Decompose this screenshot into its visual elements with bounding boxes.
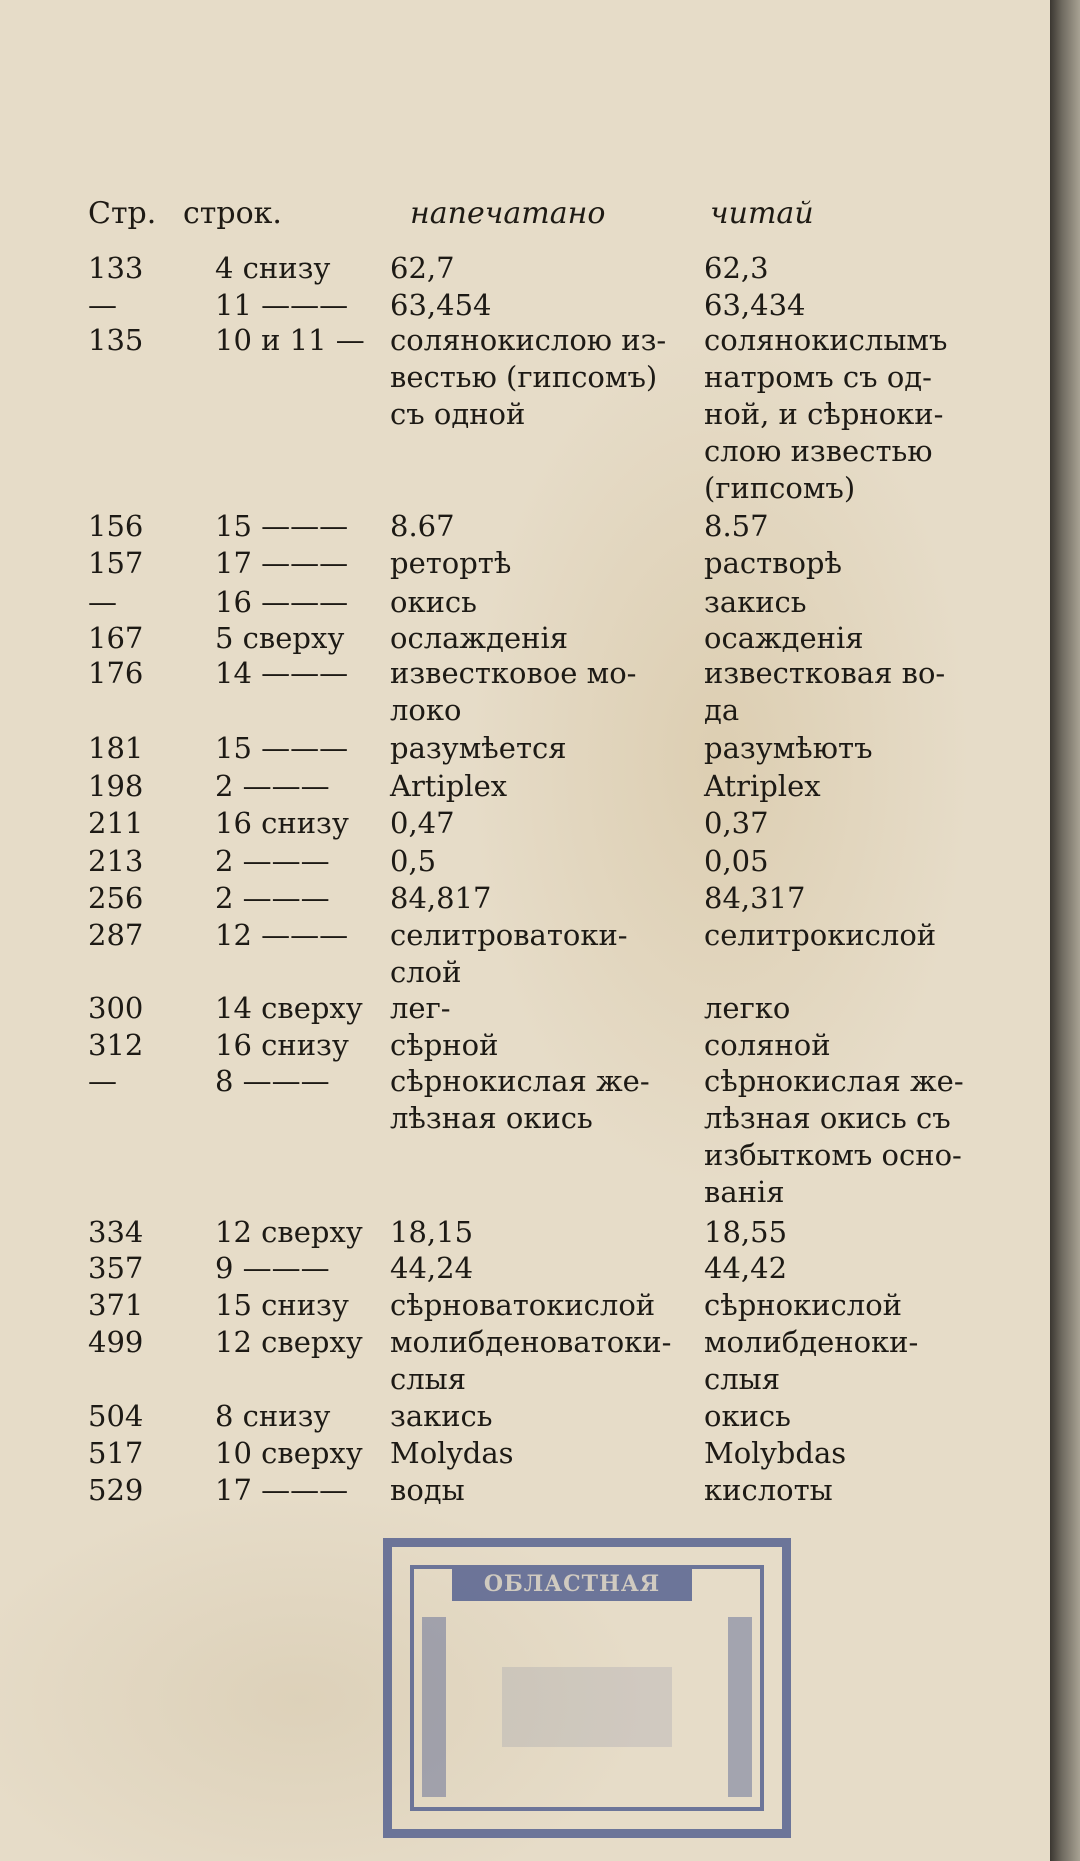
line-ref: 17 ——— (215, 1473, 349, 1507)
correct-text: Atriplex (704, 769, 821, 803)
line-ref: 16 снизу (215, 806, 349, 840)
page-number: 157 (88, 546, 144, 580)
errata-row (0, 620, 1050, 655)
header-page: Стр. (88, 196, 157, 231)
printed-text: воды (390, 1473, 465, 1507)
correct-text: ной, и сѣрноки- (704, 397, 944, 431)
printed-text: 18,15 (390, 1215, 474, 1249)
correct-text: 18,55 (704, 1215, 788, 1249)
printed-text: Molydas (390, 1436, 514, 1470)
errata-row (0, 990, 1050, 1025)
printed-text: съ одной (390, 397, 526, 431)
printed-text: сѣрноватокислой (390, 1288, 656, 1322)
page-number: 211 (88, 806, 144, 840)
page-number: 499 (88, 1325, 144, 1359)
page-number: 357 (88, 1251, 144, 1285)
printed-text: слыя (390, 1362, 467, 1396)
errata-row (0, 287, 1050, 322)
correct-text: 8.57 (704, 509, 769, 543)
page-number: 156 (88, 509, 144, 543)
printed-text: селитроватоки- (390, 918, 628, 952)
errata-row (0, 1063, 1050, 1209)
line-ref: 12 сверху (215, 1325, 363, 1359)
correct-text: лѣзная окись съ (704, 1101, 951, 1135)
header-line: строк. (183, 196, 282, 231)
errata-row (0, 1472, 1050, 1507)
correct-text: легко (704, 991, 791, 1025)
errata-row (0, 322, 1050, 505)
correct-text: закись (704, 585, 807, 619)
printed-text: 8.67 (390, 509, 455, 543)
line-ref: 11 ——— (215, 288, 349, 322)
correct-text: 44,42 (704, 1251, 788, 1285)
printed-text: 0,47 (390, 806, 455, 840)
printed-text: ретортѣ (390, 546, 512, 580)
printed-text: лѣзная окись (390, 1101, 593, 1135)
line-ref: 9 ——— (215, 1251, 330, 1285)
line-ref: 8 ——— (215, 1064, 330, 1098)
printed-text: ослажденія (390, 621, 569, 655)
line-ref: 10 сверху (215, 1436, 363, 1470)
correct-text: осажденія (704, 621, 864, 655)
line-ref: 14 сверху (215, 991, 363, 1025)
correct-text: соляной (704, 1028, 831, 1062)
printed-text: слой (390, 955, 462, 989)
correct-text: растворѣ (704, 546, 842, 580)
page-number: 133 (88, 251, 144, 285)
page-number: — (88, 288, 117, 322)
errata-row (0, 545, 1050, 580)
line-ref: 16 ——— (215, 585, 349, 619)
page-number: 167 (88, 621, 144, 655)
printed-text: солянокислою из- (390, 323, 667, 357)
correct-text: слою известью (704, 434, 933, 468)
page-number: 213 (88, 844, 144, 878)
errata-row (0, 768, 1050, 803)
errata-row (0, 1398, 1050, 1433)
page-number: 371 (88, 1288, 144, 1322)
correct-text: 0,37 (704, 806, 769, 840)
correct-text: слыя (704, 1362, 781, 1396)
printed-text: вестью (гипсомъ) (390, 360, 658, 394)
errata-row (0, 1287, 1050, 1322)
correct-text: 84,317 (704, 881, 806, 915)
line-ref: 12 сверху (215, 1215, 363, 1249)
line-ref: 2 ——— (215, 881, 330, 915)
page-number: 300 (88, 991, 144, 1025)
line-ref: 4 снизу (215, 251, 331, 285)
errata-row (0, 805, 1050, 840)
errata-row (0, 843, 1050, 878)
page-number: 334 (88, 1215, 144, 1249)
header-printed: напечатано (410, 196, 606, 231)
printed-text: 84,817 (390, 881, 492, 915)
correct-text: кислоты (704, 1473, 833, 1507)
line-ref: 8 снизу (215, 1399, 331, 1433)
printed-text: сѣрнокислая же- (390, 1064, 650, 1098)
correct-text: 0,05 (704, 844, 769, 878)
printed-text: 63,454 (390, 288, 492, 322)
correct-text: 63,434 (704, 288, 806, 322)
printed-text: молибденоватоки- (390, 1325, 672, 1359)
errata-row (0, 1027, 1050, 1062)
line-ref: 5 сверху (215, 621, 345, 655)
printed-text: локо (390, 693, 462, 727)
correct-text: (гипсомъ) (704, 471, 856, 505)
printed-text: Artiplex (390, 769, 508, 803)
line-ref: 17 ——— (215, 546, 349, 580)
correct-text: избыткомъ осно- (704, 1138, 962, 1172)
line-ref: 10 и 11 — (215, 323, 365, 357)
line-ref: 15 ——— (215, 509, 349, 543)
page-number: 176 (88, 656, 144, 690)
line-ref: 12 ——— (215, 918, 349, 952)
line-ref: 15 ——— (215, 731, 349, 765)
page-number: 517 (88, 1436, 144, 1470)
errata-row (0, 584, 1050, 619)
stamp-label: ОБЛАСТНАЯ (452, 1567, 692, 1601)
correct-text: солянокислымъ (704, 323, 948, 357)
line-ref: 14 ——— (215, 656, 349, 690)
line-ref: 15 снизу (215, 1288, 349, 1322)
errata-row (0, 250, 1050, 285)
book-gutter (1050, 0, 1080, 1861)
page-number: 135 (88, 323, 144, 357)
correct-text: известковая во- (704, 656, 946, 690)
correct-text: окись (704, 1399, 791, 1433)
errata-row (0, 1435, 1050, 1470)
errata-row (0, 1250, 1050, 1285)
library-stamp (383, 1538, 791, 1838)
line-ref: 2 ——— (215, 769, 330, 803)
correct-text: селитрокислой (704, 918, 937, 952)
errata-row (0, 880, 1050, 915)
printed-text: лег- (390, 991, 451, 1025)
line-ref: 2 ——— (215, 844, 330, 878)
page-number: — (88, 585, 117, 619)
header-read: читай (710, 196, 814, 231)
correct-text: да (704, 693, 740, 727)
printed-text: разумѣется (390, 731, 567, 765)
printed-text: окись (390, 585, 477, 619)
page-number: 256 (88, 881, 144, 915)
errata-row (0, 1324, 1050, 1396)
page-number: 529 (88, 1473, 144, 1507)
page-number: 181 (88, 731, 144, 765)
printed-text: сѣрной (390, 1028, 499, 1062)
errata-row (0, 655, 1050, 727)
correct-text: 62,3 (704, 251, 769, 285)
correct-text: Molybdas (704, 1436, 847, 1470)
correct-text: натромъ съ од- (704, 360, 932, 394)
correct-text: разумѣютъ (704, 731, 873, 765)
correct-text: сѣрнокислая же- (704, 1064, 964, 1098)
printed-text: 62,7 (390, 251, 455, 285)
printed-text: 44,24 (390, 1251, 474, 1285)
correct-text: сѣрнокислой (704, 1288, 902, 1322)
correct-text: ванія (704, 1175, 785, 1209)
page-number: 504 (88, 1399, 144, 1433)
page-number: — (88, 1064, 117, 1098)
page-number: 312 (88, 1028, 144, 1062)
printed-text: закись (390, 1399, 493, 1433)
printed-text: известковое мо- (390, 656, 637, 690)
errata-row (0, 730, 1050, 765)
errata-row (0, 917, 1050, 989)
errata-row (0, 1214, 1050, 1249)
errata-row (0, 508, 1050, 543)
line-ref: 16 снизу (215, 1028, 349, 1062)
page-number: 198 (88, 769, 144, 803)
correct-text: молибденоки- (704, 1325, 919, 1359)
printed-text: 0,5 (390, 844, 437, 878)
page-number: 287 (88, 918, 144, 952)
